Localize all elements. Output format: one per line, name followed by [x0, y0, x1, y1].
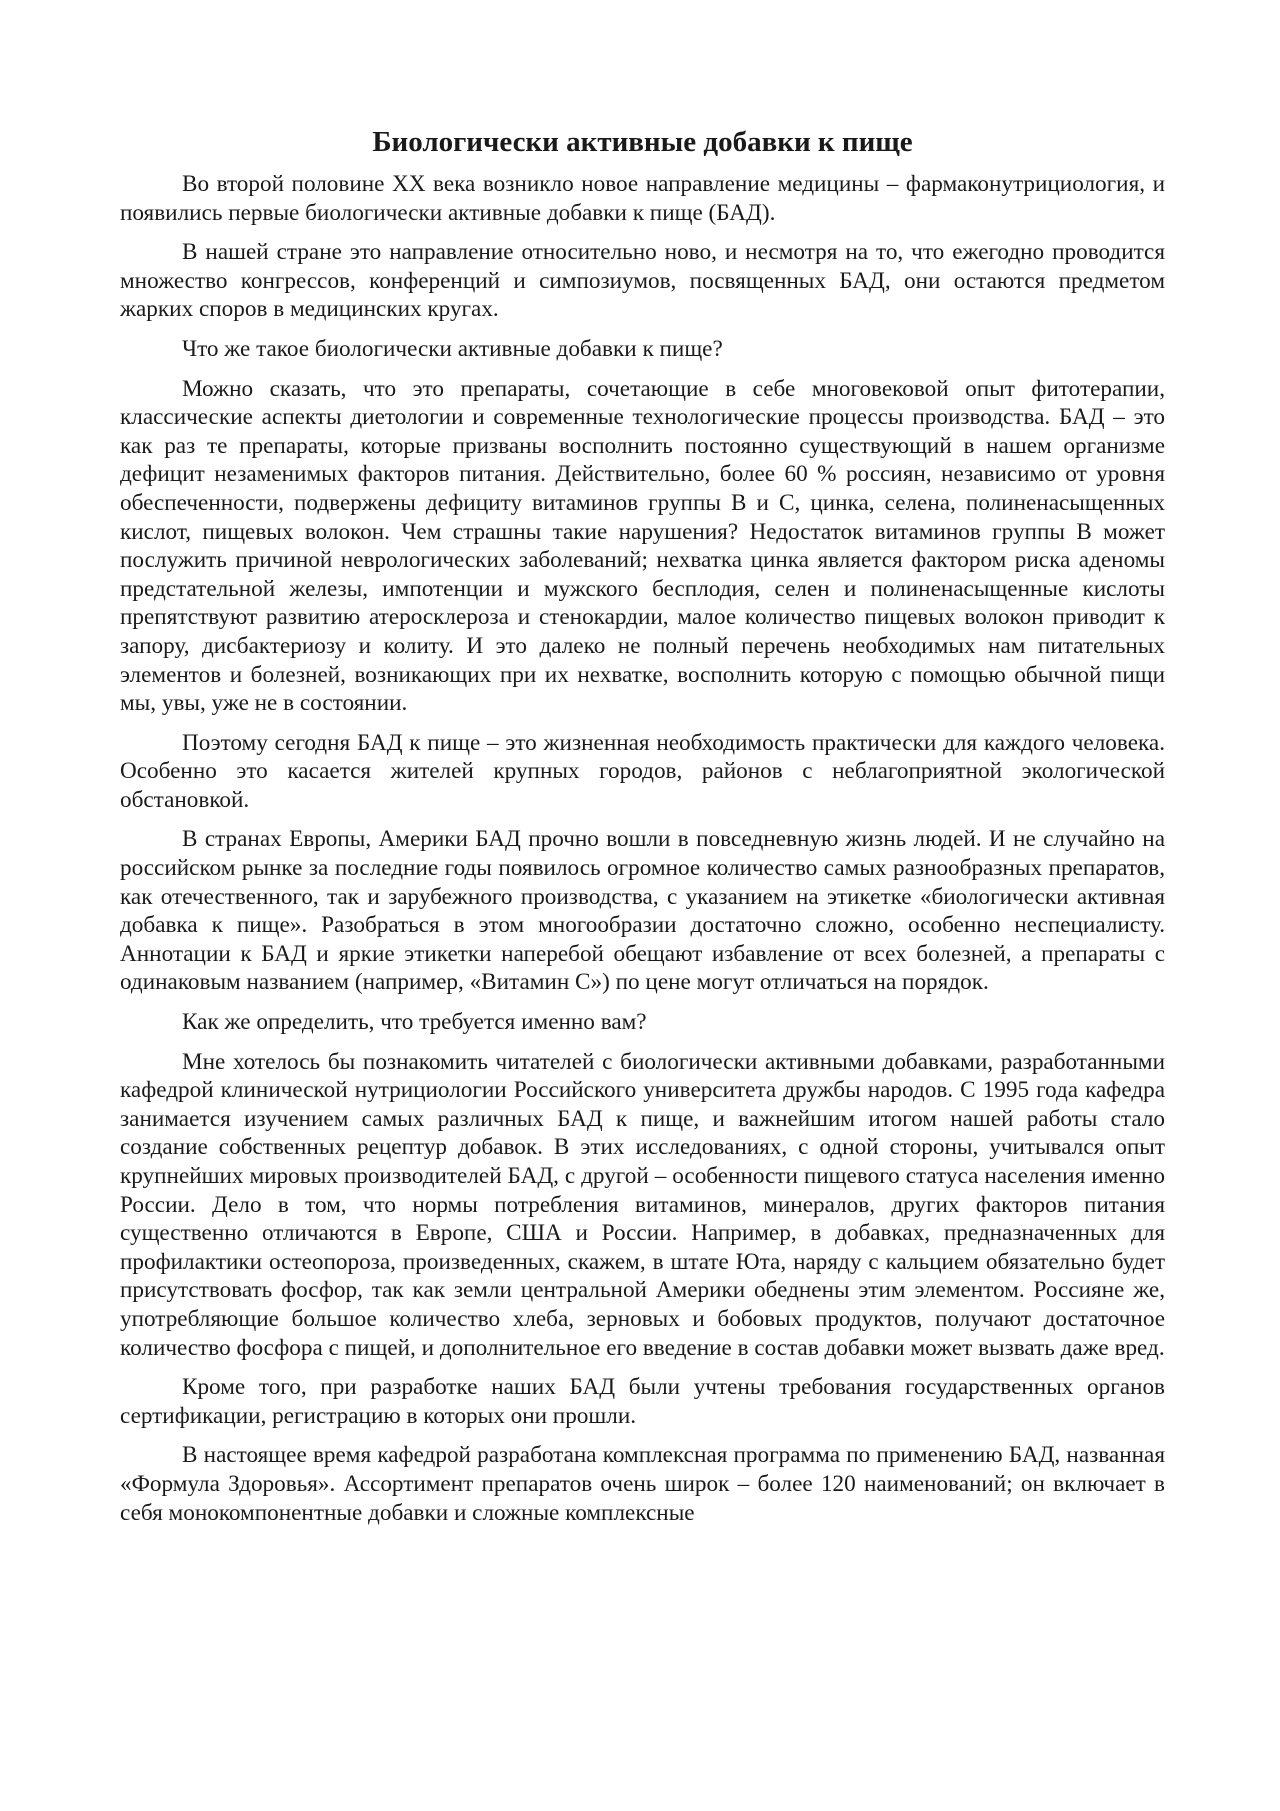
paragraph-4: Можно сказать, что это препараты, сочетающие в себе многовековой опыт фитотерапии, классические аспекты диетологии и современные технологические процессы производства. БАД – это как раз те препараты, которые призваны восполнить постоянно существующий в нашем организме дефицит незаменимых факторов питания. Действительно, более 60 % россиян, независимо от уровня обеспеченности, подвержены дефициту витаминов группы В и С, цинка, селена, полиненасыщенных кислот, пищевых волокон. Чем страшны такие нарушения? Недостаток витаминов группы В может послужить причиной неврологических заболеваний; нехватка цинка является фактором риска аденомы предстательной железы, импотенции и мужского бесплодия, селен и полиненасыщенные кислоты препятствуют развитию атеросклероза и стенокардии, малое количество пищевых волокон приводит к запору, дисбактериозу и колиту. И это далеко не полный перечень необходимых нам питательных элементов и болезней, возникающих при их нехватке, восполнить которую с помощью обычной пищи мы, увы, уже не в состоянии.: [120, 375, 1165, 717]
paragraph-9: Кроме того, при разработке наших БАД были учтены требования государственных органов сертификации, регистрацию в которых они прошли.: [120, 1374, 1165, 1429]
paragraph-7-question: Как же определить, что требуется именно вам?: [182, 1009, 647, 1036]
paragraph-3-question: Что же такое биологически активные добавки к пище?: [182, 335, 723, 362]
document-body: [120, 122, 1165, 1527]
paragraph-5: Поэтому сегодня БАД к пище – это жизненная необходимость практически для каждого человека. Особенно это касается жителей крупных городов, районов с неблагоприятной экологической обстановкой.: [120, 729, 1165, 813]
paragraph-10: В настоящее время кафедрой разработана комплексная программа по применению БАД, названная «Формула Здоровья». Ассортимент препаратов очень широк – более 120 наименований; он включает в себя монокомпонентные добавки и сложные комплексные: [120, 1442, 1165, 1526]
paragraph-6: В странах Европы, Америки БАД прочно вошли в повседневную жизнь людей. И не случайно на российском рынке за последние годы появилось огромное количество самых разнообразных препаратов, как отечественного, так и зарубежного производства, с указанием на этикетке «биологически активная добавка к пище». Разобраться в этом многообразии достаточно сложно, особенно неспециалисту. Аннотации к БАД и яркие этикетки наперебой обещают избавление от всех болезней, а препараты с одинаковым названием (например, «Витамин С») по цене могут отличаться на порядок.: [120, 826, 1165, 996]
paragraph-1: Во второй половине XX века возникло новое направление медицины – фармаконутрициология, и появились первые биологически активные добавки к пище (БАД).: [120, 171, 1165, 226]
paragraph-2: В нашей стране это направление относительно ново, и несмотря на то, что ежегодно проводится множество конгрессов, конференций и симпозиумов, посвященных БАД, они остаются предметом жарких споров в медицинских кругах.: [120, 239, 1165, 323]
paragraph-8: Мне хотелось бы познакомить читателей с биологически активными добавками, разработанными кафедрой клинической нутрициологии Российского университета дружбы народов. С 1995 года кафедра занимается изучением самых различных БАД к пище, и важнейшим итогом нашей работы стало создание собственных рецептур добавок. В этих исследованиях, с одной стороны, учитывался опыт крупнейших мировых производителей БАД, с другой – особенности пищевого статуса населения именно России. Дело в том, что нормы потребления витаминов, минералов, других факторов питания существенно отличаются в Европе, США и России. Например, в добавках, предназначенных для профилактики остеопороза, произведенных, скажем, в штате Юта, наряду с кальцием обязательно будет присутствовать фосфор, так как земли центральной Америки обеднены этим элементом. Россияне же, употребляющие большое количество хлеба, зерновых и бобовых продуктов, получают достаточное количество фосфора с пищей, и дополнительное его введение в состав добавки может вызвать даже вред.: [120, 1048, 1165, 1361]
document-title: Биологически активные добавки к пище: [372, 126, 913, 158]
